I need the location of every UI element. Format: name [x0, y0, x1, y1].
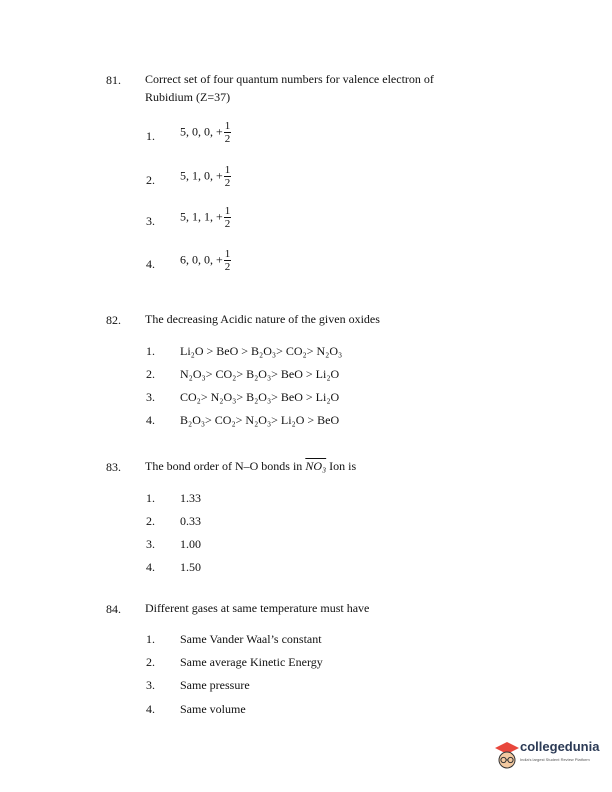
q82-option-2[interactable]: N₂O₃> CO₂> B₂O₃> BeO > Li₂O: [180, 367, 340, 381]
q82-option-4-number: 4.: [146, 413, 155, 427]
fraction-numerator: 1: [224, 248, 231, 260]
q81-option-3-text: 5, 1, 1, +: [180, 209, 223, 224]
q81-option-4-text: 6, 0, 0, +: [180, 252, 223, 267]
fraction-numerator: 1: [224, 164, 231, 176]
question-83-text-after: Ion is: [329, 459, 357, 473]
fraction: [224, 120, 232, 145]
q81-option-2-number: 2.: [146, 173, 155, 187]
q84-option-4-number: 4.: [146, 702, 155, 716]
question-84-text: Different gases at same temperature must have: [145, 601, 370, 615]
q84-option-3-number: 3.: [146, 678, 155, 692]
collegedunia-tagline: India's largest Student Review Platform: [520, 757, 590, 762]
q83-option-1-number: 1.: [146, 491, 155, 505]
q83-option-2-number: 2.: [146, 514, 155, 528]
q83-option-1[interactable]: 1.33: [180, 491, 201, 505]
q83-option-2[interactable]: 0.33: [180, 514, 201, 528]
q83-option-4-number: 4.: [146, 560, 155, 574]
question-84-number: 84.: [106, 602, 121, 616]
fraction-numerator: 1: [224, 120, 231, 132]
question-82-number: 82.: [106, 313, 121, 327]
question-81-line2: Rubidium (Z=37): [145, 90, 231, 104]
q81-option-2[interactable]: [180, 164, 231, 189]
q83-option-3[interactable]: 1.00: [180, 537, 201, 551]
q81-option-4-number: 4.: [146, 257, 155, 271]
q84-option-1[interactable]: Same Vander Waal’s constant: [180, 632, 322, 646]
q84-option-2[interactable]: Same average Kinetic Energy: [180, 655, 323, 669]
q84-option-3[interactable]: Same pressure: [180, 678, 250, 692]
question-81-text: [145, 70, 434, 106]
q81-option-1-number: 1.: [146, 129, 155, 143]
fraction: [224, 164, 232, 189]
question-83-number: 83.: [106, 460, 121, 474]
q83-option-4[interactable]: 1.50: [180, 560, 201, 574]
collegedunia-logo-text: collegedunia: [520, 739, 600, 754]
q82-option-3[interactable]: CO₂> N₂O₃> B₂O₃> BeO > Li₂O: [180, 390, 340, 404]
question-81-number: 81.: [106, 73, 121, 87]
fraction-denominator: 2: [224, 177, 231, 189]
fraction: [224, 248, 232, 273]
q82-option-2-number: 2.: [146, 367, 155, 381]
collegedunia-logo-icon: [494, 740, 520, 772]
q81-option-2-text: 5, 1, 0, +: [180, 168, 223, 183]
question-83-text: [145, 457, 356, 475]
q81-option-3[interactable]: [180, 205, 231, 230]
fraction-denominator: 2: [224, 218, 231, 230]
q84-option-1-number: 1.: [146, 632, 155, 646]
fraction-denominator: 2: [224, 133, 231, 145]
q82-option-1[interactable]: Li₂O > BeO > B₂O₃> CO₂> N₂O₃: [180, 344, 343, 358]
q81-option-4[interactable]: [180, 248, 231, 273]
question-82-text: The decreasing Acidic nature of the given oxides: [145, 312, 380, 326]
nitrate-ion-formula: NO₃: [305, 459, 327, 473]
q81-option-3-number: 3.: [146, 214, 155, 228]
q84-option-4[interactable]: Same volume: [180, 702, 246, 716]
q84-option-2-number: 2.: [146, 655, 155, 669]
fraction-numerator: 1: [224, 205, 231, 217]
q81-option-1[interactable]: [180, 120, 231, 145]
q82-option-3-number: 3.: [146, 390, 155, 404]
fraction-denominator: 2: [224, 261, 231, 273]
fraction: [224, 205, 232, 230]
q82-option-1-number: 1.: [146, 344, 155, 358]
q83-option-3-number: 3.: [146, 537, 155, 551]
question-83-text-before: The bond order of N–O bonds in: [145, 459, 303, 473]
q82-option-4[interactable]: B₂O₃> CO₂> N₂O₃> Li₂O > BeO: [180, 413, 340, 427]
question-81-line1: Correct set of four quantum numbers for valence electron of: [145, 72, 434, 86]
q81-option-1-text: 5, 0, 0, +: [180, 124, 223, 139]
